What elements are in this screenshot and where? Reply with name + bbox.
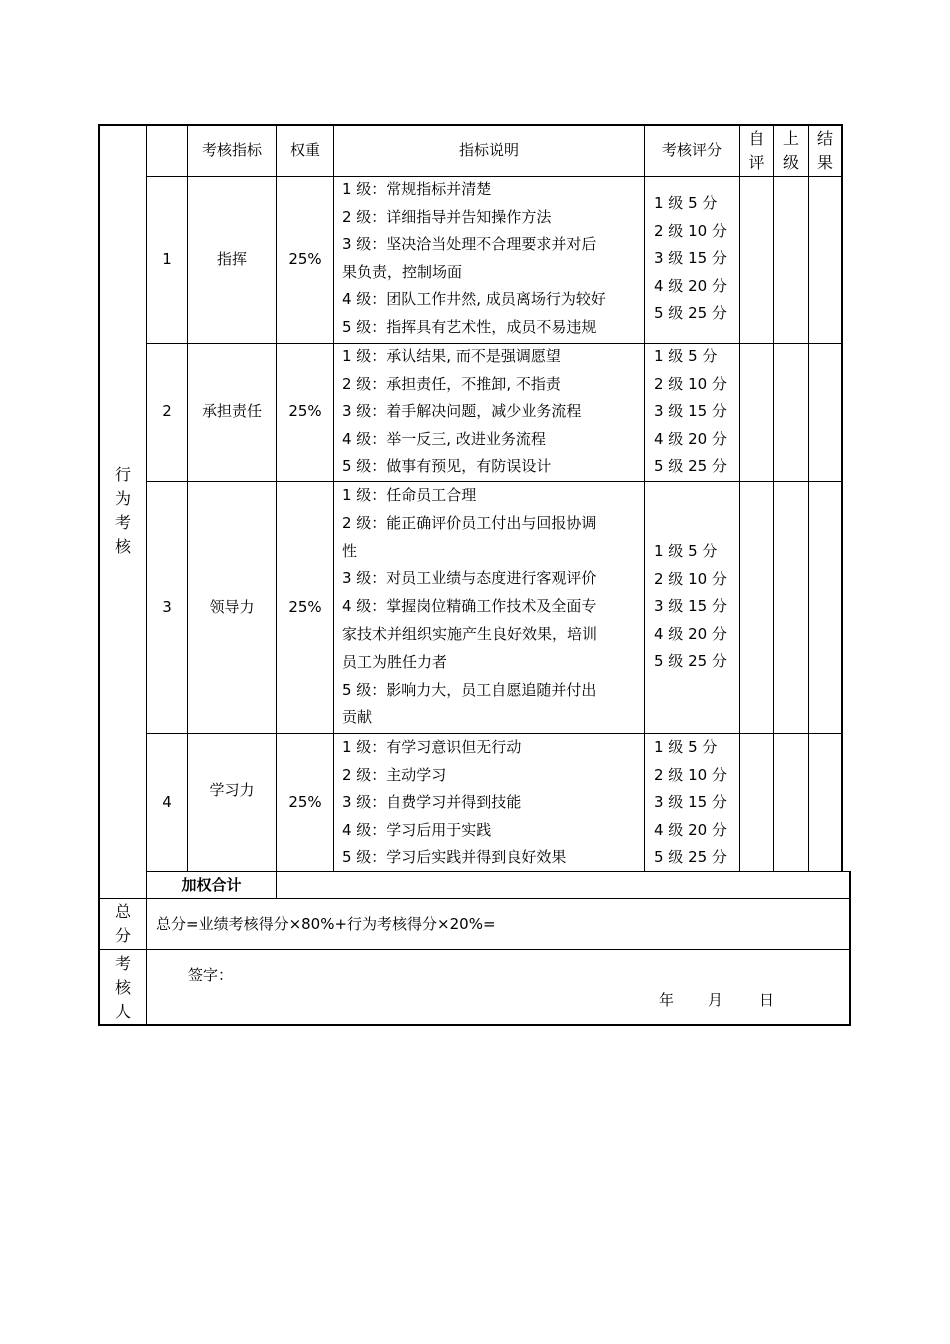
row-indicator-name: 学习力 [209, 781, 255, 799]
date-year: 年 [659, 991, 675, 1009]
header-superior: 上 级 [782, 129, 799, 172]
row-number: 2 [162, 402, 172, 420]
header-self-eval: 自 评 [748, 129, 765, 172]
section-label-assessor: 考 核 人 [114, 954, 131, 1021]
table-border [739, 124, 740, 872]
table-border [98, 124, 100, 1026]
table-border [808, 124, 809, 872]
table-border [644, 124, 645, 872]
header-weight: 权重 [289, 141, 320, 159]
header-scoring: 考核评分 [661, 141, 722, 159]
table-border [146, 176, 842, 177]
table-border [773, 124, 774, 872]
table-border [98, 1024, 851, 1026]
date-day: 日 [759, 991, 775, 1009]
section-label-behavior: 行 为 考 核 [114, 465, 131, 556]
evaluation-form-page: 行 为 考 核 总 分 考 核 人 考核指标 权重 指标说明 考核评分 自 评 上 级 结 果 1 指挥 25% 1 级：常规指标并清楚 2 级：详细指导并告知操作方法 3 级：坚决洽当处理不合理要求并对后 果负责，控制场面 4 级：团队工作井然, 成员离场行为较好 5 级：指挥具有艺术性，成员不易违规 1 级 5 分 2 级 10 分 3 级 15 分 4 级 20 分 5 级 25 分 2 承担责任 25% 1 级：承认结果, 而不是强调愿望 2 级：承担责任，不推卸, 不指责 3 级：着手解决问题，减少业务流程 4 级：举一反三, 改进业务流程 5 级：做事有预见，有防误设计 1 级 5 分 2 级 10 分 3 级 15 分 4 级 20 分 5 级 25 分 3 领导力 25% 1 级：任命员工合理 2 级：能正确评价员工付出与回报协调 性 3 级：对员工业绩与态度进行客观评价 4 级：掌握岗位精确工作技术及全面专 家技术并组织实施产生良好效果，培训 员工为胜任力者 5 级：影响力大，员工自愿追随并付出 贡献 1 级 5 分 2 级 10 分 3 级 15 分 4 级 20 分 5 级 25 分 4 学习力 25% 1 级：有学习意识但无行动 2 级：主动学习 3 级：自费学习并得到技能 4 级：学习后用于实践 5 级：学习后实践并得到良好效果 1 级 5 分 2 级 10 分 3 级 15 分 4 级 20 分 5 级 25 分 加权合计 总分=业绩考核得分×80%+行为考核得分×20%= 签字： 年 月 日 [0, 0, 950, 1344]
header-indicator: 考核指标 [201, 141, 262, 159]
row-number: 3 [162, 598, 172, 616]
row-number: 1 [162, 250, 172, 268]
row-number: 4 [162, 793, 172, 811]
table-border [187, 124, 188, 872]
total-score-formula: 总分=业绩考核得分×80%+行为考核得分×20%= [156, 915, 496, 933]
row-indicator-name: 领导力 [209, 598, 255, 616]
row-indicator-name: 承担责任 [201, 402, 262, 420]
table-border [146, 481, 842, 482]
row-weight: 25% [288, 598, 322, 616]
row-weight: 25% [288, 793, 322, 811]
table-border [98, 124, 843, 126]
signature-label: 签字： [188, 966, 234, 984]
row-weight: 25% [288, 250, 322, 268]
header-description: 指标说明 [458, 141, 519, 159]
table-border [841, 124, 843, 872]
row-indicator-name: 指挥 [216, 250, 247, 268]
header-result: 结 果 [816, 129, 833, 172]
table-border [98, 949, 851, 950]
table-border [333, 124, 334, 872]
date-month: 月 [708, 991, 724, 1009]
weighted-total-label: 加权合计 [181, 876, 242, 894]
section-label-total: 总 分 [114, 902, 131, 945]
table-border [276, 124, 277, 899]
row-weight: 25% [288, 402, 322, 420]
